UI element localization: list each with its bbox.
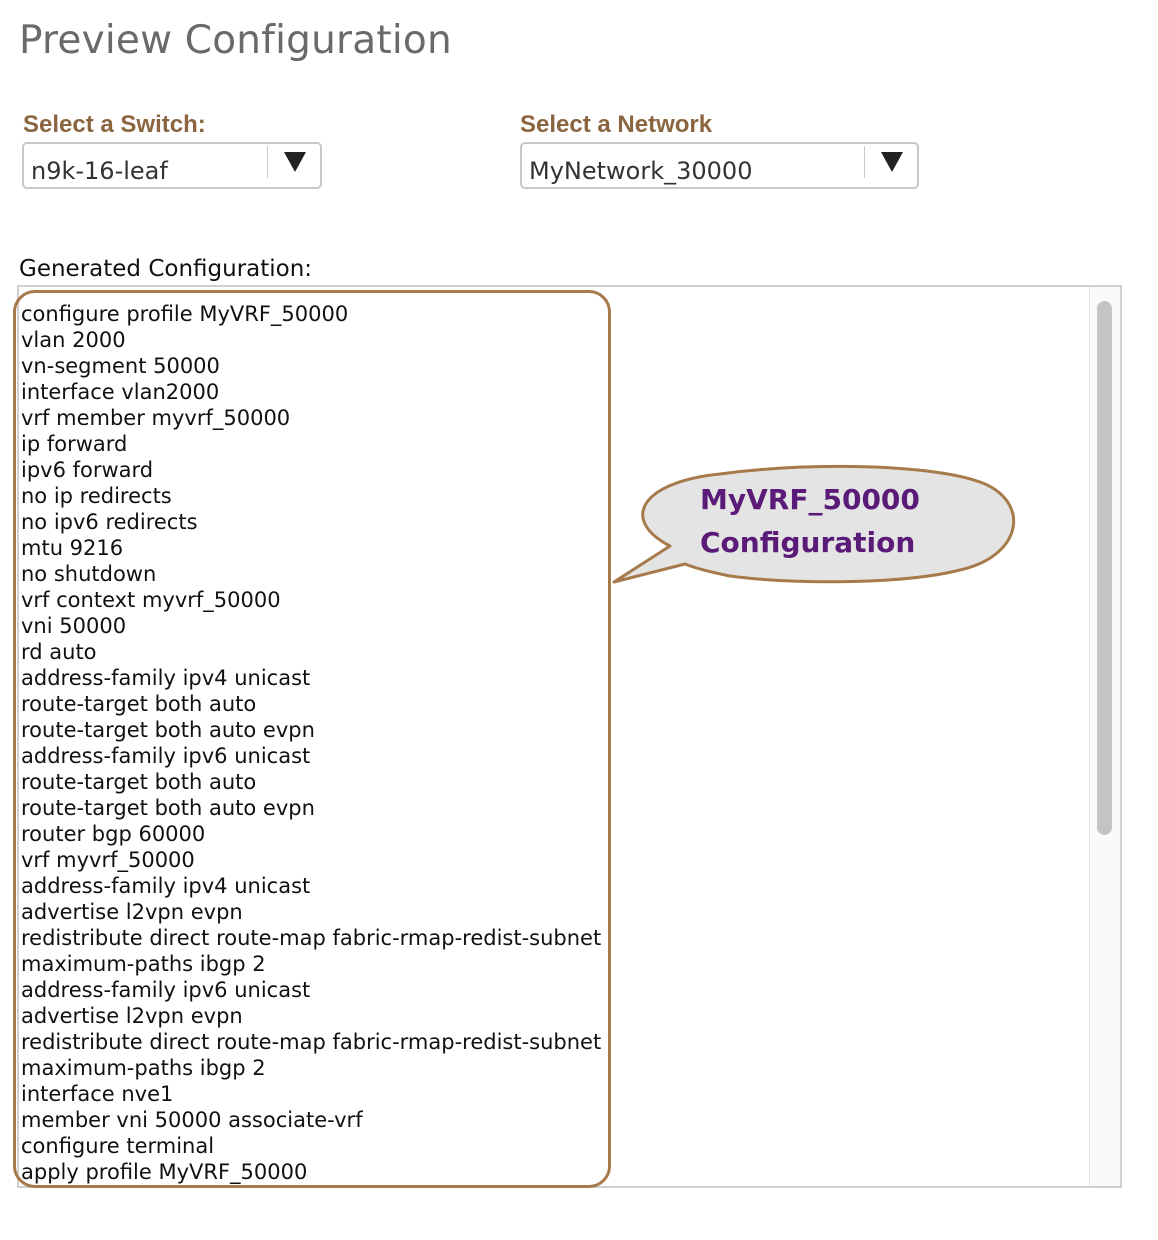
config-line: route-target both auto evpn [21,718,315,742]
callout-line-2: Configuration [700,526,916,559]
config-line: router bgp 60000 [21,822,206,846]
config-line: advertise l2vpn evpn [21,1004,243,1028]
config-line: configure profile MyVRF_50000 [21,302,349,326]
config-line: maximum-paths ibgp 2 [21,1056,266,1080]
config-line: route-target both auto [21,770,257,794]
network-select-label: Select a Network [520,111,713,138]
switch-select-label: Select a Switch: [23,111,206,138]
config-line: address-family ipv4 unicast [21,874,311,898]
config-line: vrf myvrf_50000 [21,848,195,872]
config-line: vn-segment 50000 [21,354,220,378]
switch-dropdown[interactable] [22,142,322,189]
callout-line-1: MyVRF_50000 [700,483,920,516]
chevron-down-icon[interactable] [284,152,306,172]
config-line: apply profile MyVRF_50000 [21,1160,308,1184]
chevron-down-icon[interactable] [881,152,903,172]
generated-configuration-textarea[interactable] [17,285,1122,1188]
generated-configuration-label: Generated Configuration: [19,256,313,282]
switch-dropdown-value: n9k-16-leaf [31,157,168,185]
config-line: configure terminal [21,1134,215,1158]
config-line: vlan 2000 [21,328,126,352]
config-line: route-target both auto evpn [21,796,315,820]
config-line: vrf member myvrf_50000 [21,406,291,430]
dropdown-divider [267,146,268,178]
config-lines [21,301,601,1185]
dropdown-divider [864,146,865,178]
config-line: interface nve1 [21,1082,174,1106]
config-line: maximum-paths ibgp 2 [21,952,266,976]
config-line: vni 50000 [21,614,127,638]
config-line: address-family ipv6 unicast [21,744,311,768]
config-line: interface vlan2000 [21,380,220,404]
config-line: redistribute direct route-map fabric-rmap-redist-subnet [21,926,602,950]
config-line: ipv6 forward [21,458,154,482]
scrollbar-track[interactable] [1089,287,1120,1186]
config-line: mtu 9216 [21,536,124,560]
callout-text [700,478,920,564]
config-line: rd auto [21,640,97,664]
config-line: no ipv6 redirects [21,510,198,534]
network-dropdown[interactable] [520,142,919,189]
config-line: route-target both auto [21,692,257,716]
scrollbar-thumb[interactable] [1097,301,1112,835]
config-line: vrf context myvrf_50000 [21,588,281,612]
config-line: address-family ipv6 unicast [21,978,311,1002]
config-line: member vni 50000 associate-vrf [21,1108,363,1132]
network-dropdown-value: MyNetwork_30000 [529,157,753,185]
config-line: redistribute direct route-map fabric-rmap-redist-subnet [21,1030,602,1054]
config-line: no ip redirects [21,484,172,508]
page-title: Preview Configuration [19,18,452,63]
config-line: advertise l2vpn evpn [21,900,243,924]
config-line: no shutdown [21,562,157,586]
config-line: ip forward [21,432,128,456]
config-line: address-family ipv4 unicast [21,666,311,690]
